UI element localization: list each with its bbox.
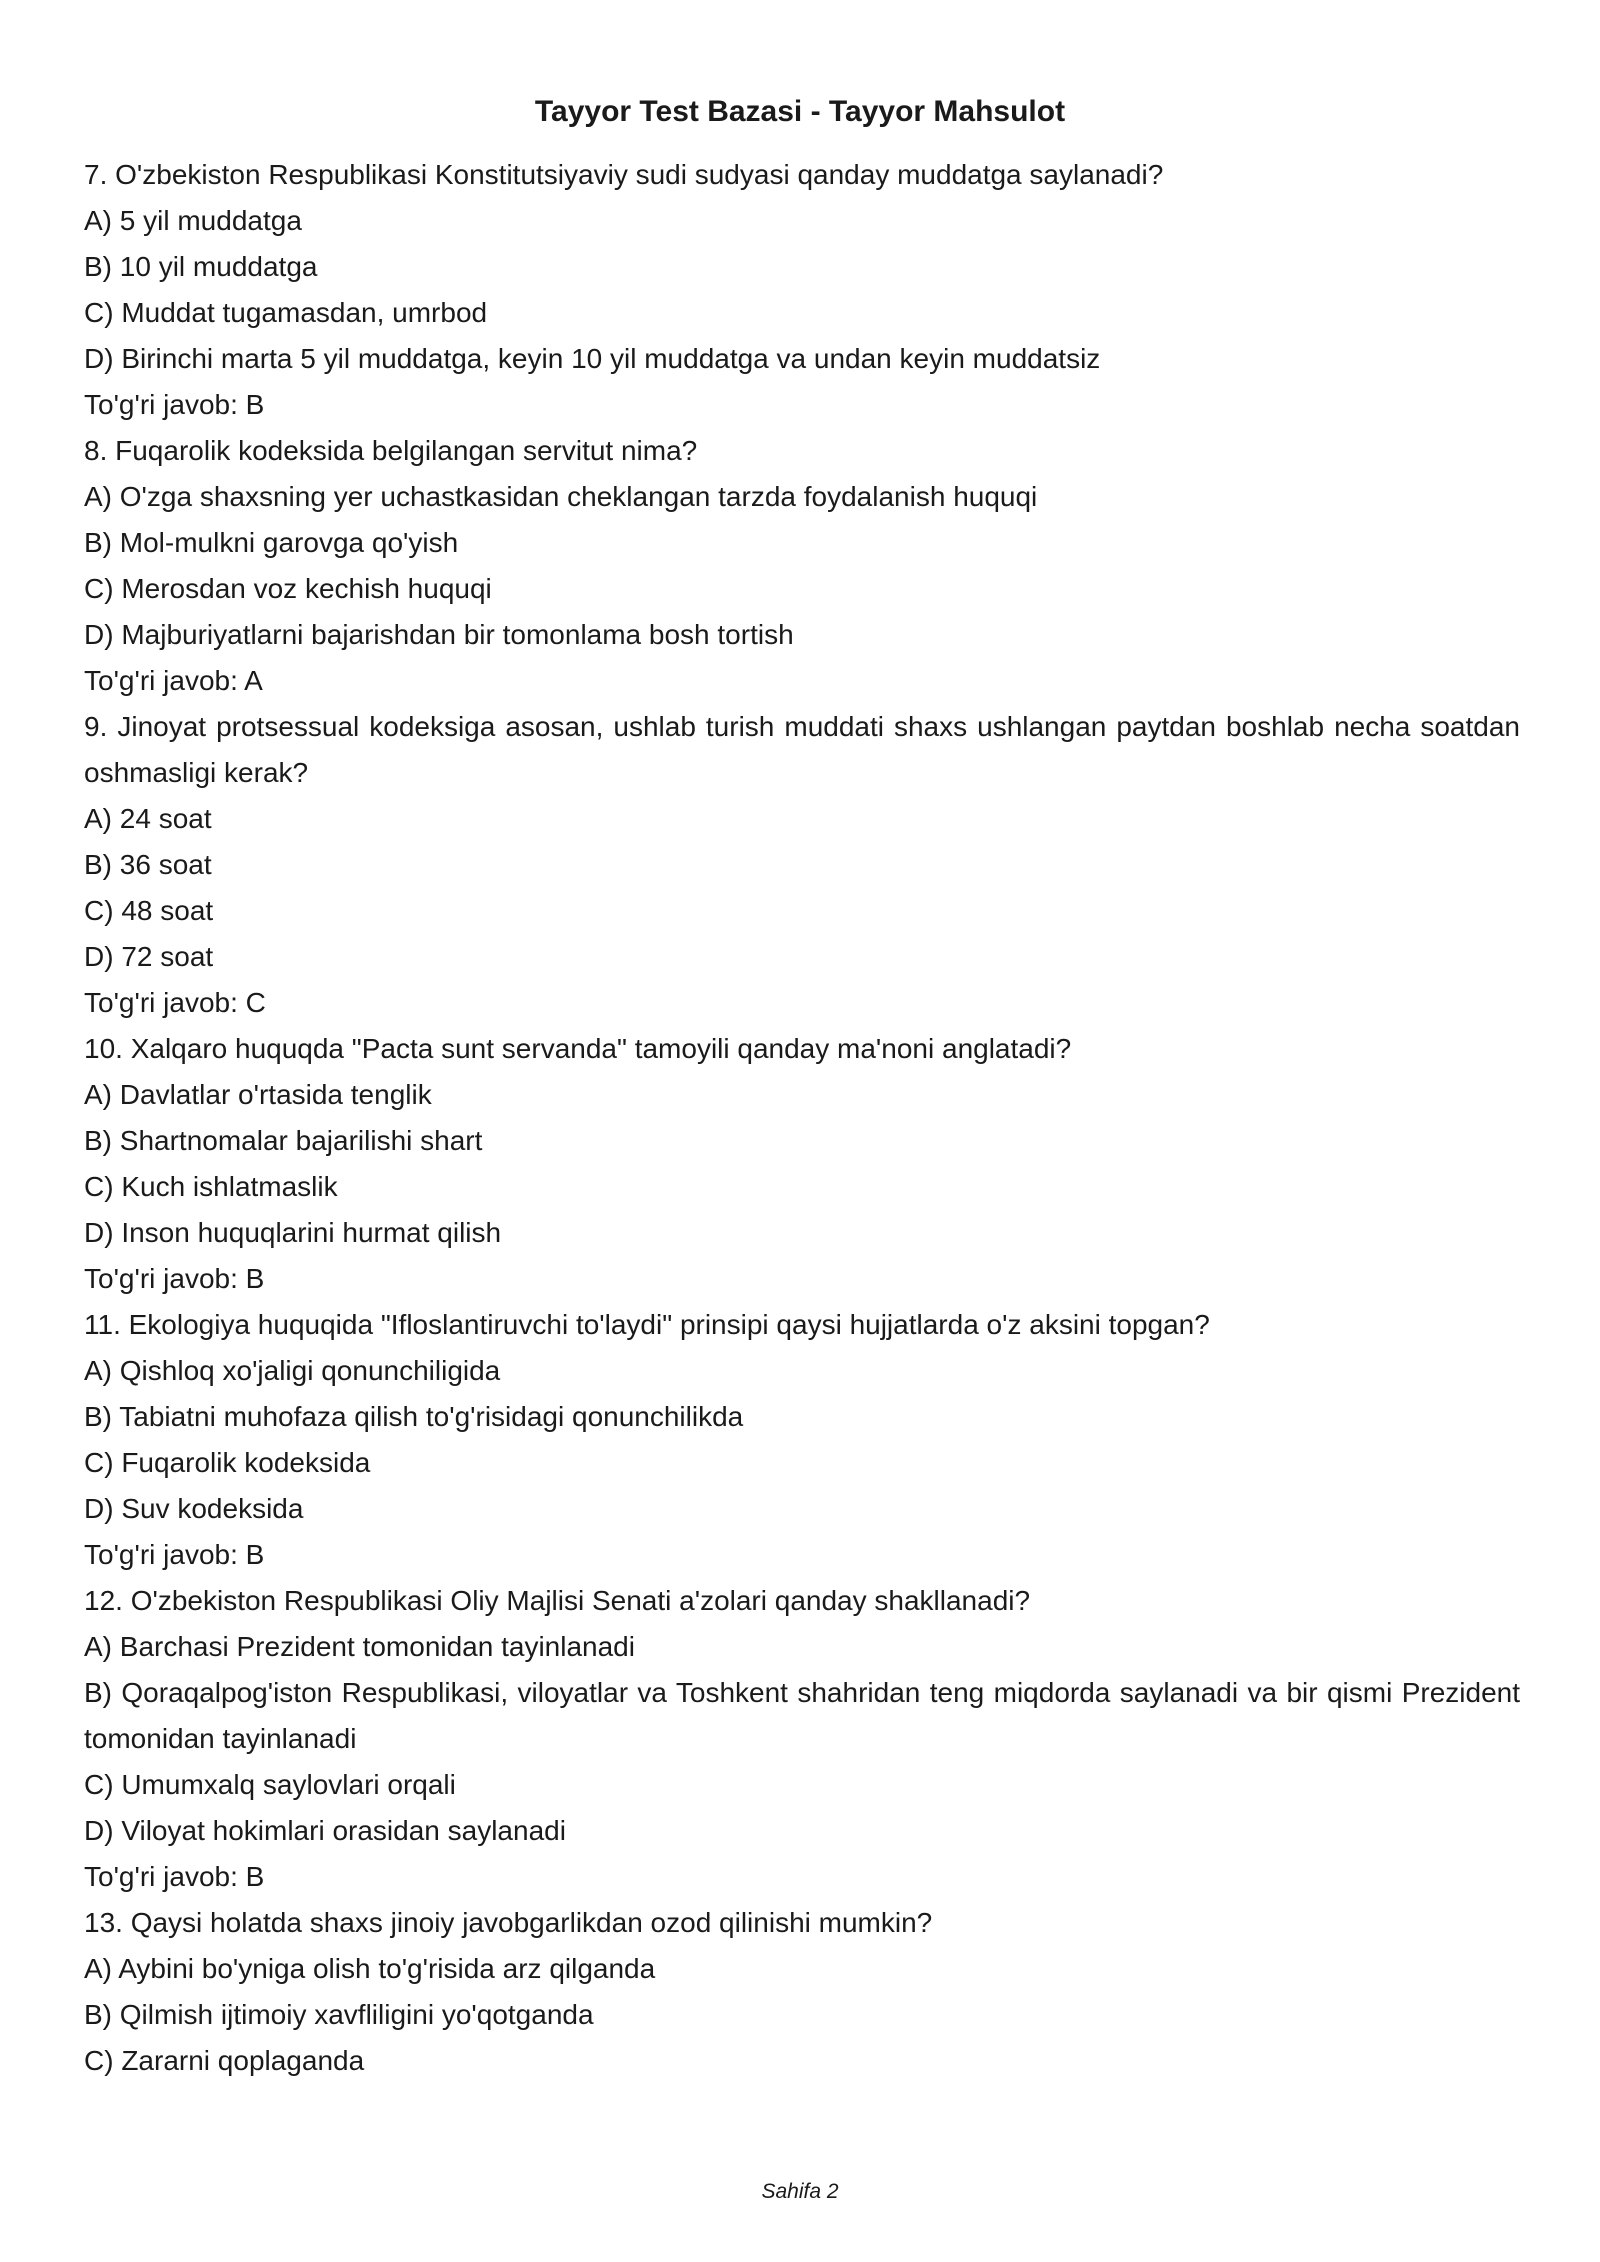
option-d: D) Birinchi marta 5 yil muddatga, keyin 10 yil muddatga va undan keyin muddatsiz [84, 343, 1101, 374]
question-block [84, 1578, 1520, 1900]
option-a: A) Aybini bo'yniga olish to'g'risida arz qilganda [84, 1953, 656, 1984]
option-b: B) Qilmish ijtimoiy xavfliligini yo'qotganda [84, 1999, 594, 2030]
correct-answer: To'g'ri javob: C [84, 987, 266, 1018]
question-block [84, 1026, 1520, 1302]
correct-answer: To'g'ri javob: B [84, 1539, 265, 1570]
option-a: A) Qishloq xo'jaligi qonunchiligida [84, 1355, 501, 1386]
question-text: 8. Fuqarolik kodeksida belgilangan servitut nima? [84, 435, 698, 466]
option-a: A) 24 soat [84, 803, 212, 834]
option-b: B) Shartnomalar bajarilishi shart [84, 1125, 483, 1156]
option-b: B) 10 yil muddatga [84, 251, 318, 282]
option-c: C) 48 soat [84, 895, 214, 926]
option-a: A) Barchasi Prezident tomonidan tayinlanadi [84, 1631, 635, 1662]
correct-answer: To'g'ri javob: B [84, 1861, 265, 1892]
option-a: A) O'zga shaxsning yer uchastkasidan cheklangan tarzda foydalanish huquqi [84, 481, 1038, 512]
question-block [84, 1900, 1520, 2084]
option-d: D) Inson huquqlarini hurmat qilish [84, 1217, 502, 1248]
question-list [84, 152, 1520, 2084]
option-d: D) 72 soat [84, 941, 214, 972]
option-c: C) Umumxalq saylovlari orqali [84, 1769, 456, 1800]
option-b: B) Tabiatni muhofaza qilish to'g'risidagi qonunchilikda [84, 1401, 744, 1432]
option-c: C) Merosdan voz kechish huquqi [84, 573, 492, 604]
question-block [84, 704, 1520, 1026]
option-b: B) Qoraqalpog'iston Respublikasi, viloyatlar va Toshkent shahridan teng miqdorda saylanadi va bir qismi Prezident tomonidan tayinlanadi [84, 1677, 1520, 1754]
page-title: Tayyor Test Bazasi - Tayyor Mahsulot [534, 95, 1066, 128]
option-d: D) Majburiyatlarni bajarishdan bir tomonlama bosh tortish [84, 619, 794, 650]
option-a: A) 5 yil muddatga [84, 205, 302, 236]
question-text: 13. Qaysi holatda shaxs jinoiy javobgarlikdan ozod qilinishi mumkin? [84, 1907, 933, 1938]
question-block [84, 152, 1520, 428]
option-a: A) Davlatlar o'rtasida tenglik [84, 1079, 432, 1110]
question-text: 9. Jinoyat protsessual kodeksiga asosan, ushlab turish muddati shaxs ushlangan paytdan boshlab necha soatdan oshmasligi kerak? [84, 711, 1520, 788]
option-b: B) 36 soat [84, 849, 212, 880]
question-block [84, 428, 1520, 704]
option-d: D) Suv kodeksida [84, 1493, 304, 1524]
option-c: C) Muddat tugamasdan, umrbod [84, 297, 488, 328]
option-c: C) Fuqarolik kodeksida [84, 1447, 371, 1478]
option-c: C) Kuch ishlatmaslik [84, 1171, 338, 1202]
question-text: 7. O'zbekiston Respublikasi Konstitutsiyaviy sudi sudyasi qanday muddatga saylanadi? [84, 159, 1164, 190]
option-d: D) Viloyat hokimlari orasidan saylanadi [84, 1815, 566, 1846]
option-b: B) Mol-mulkni garovga qo'yish [84, 527, 459, 558]
option-c: C) Zararni qoplaganda [84, 2045, 365, 2076]
question-text: 10. Xalqaro huquqda "Pacta sunt servanda" tamoyili qanday ma'noni anglatadi? [84, 1033, 1072, 1064]
correct-answer: To'g'ri javob: A [84, 665, 263, 696]
question-text: 11. Ekologiya huquqida "Ifloslantiruvchi to'laydi" prinsipi qaysi hujjatlarda o'z aksini topgan? [84, 1309, 1210, 1340]
question-text: 12. O'zbekiston Respublikasi Oliy Majlisi Senati a'zolari qanday shakllanadi? [84, 1585, 1031, 1616]
question-block [84, 1302, 1520, 1578]
correct-answer: To'g'ri javob: B [84, 389, 265, 420]
correct-answer: To'g'ri javob: B [84, 1263, 265, 1294]
page-number: Sahifa 2 [761, 2180, 839, 2203]
